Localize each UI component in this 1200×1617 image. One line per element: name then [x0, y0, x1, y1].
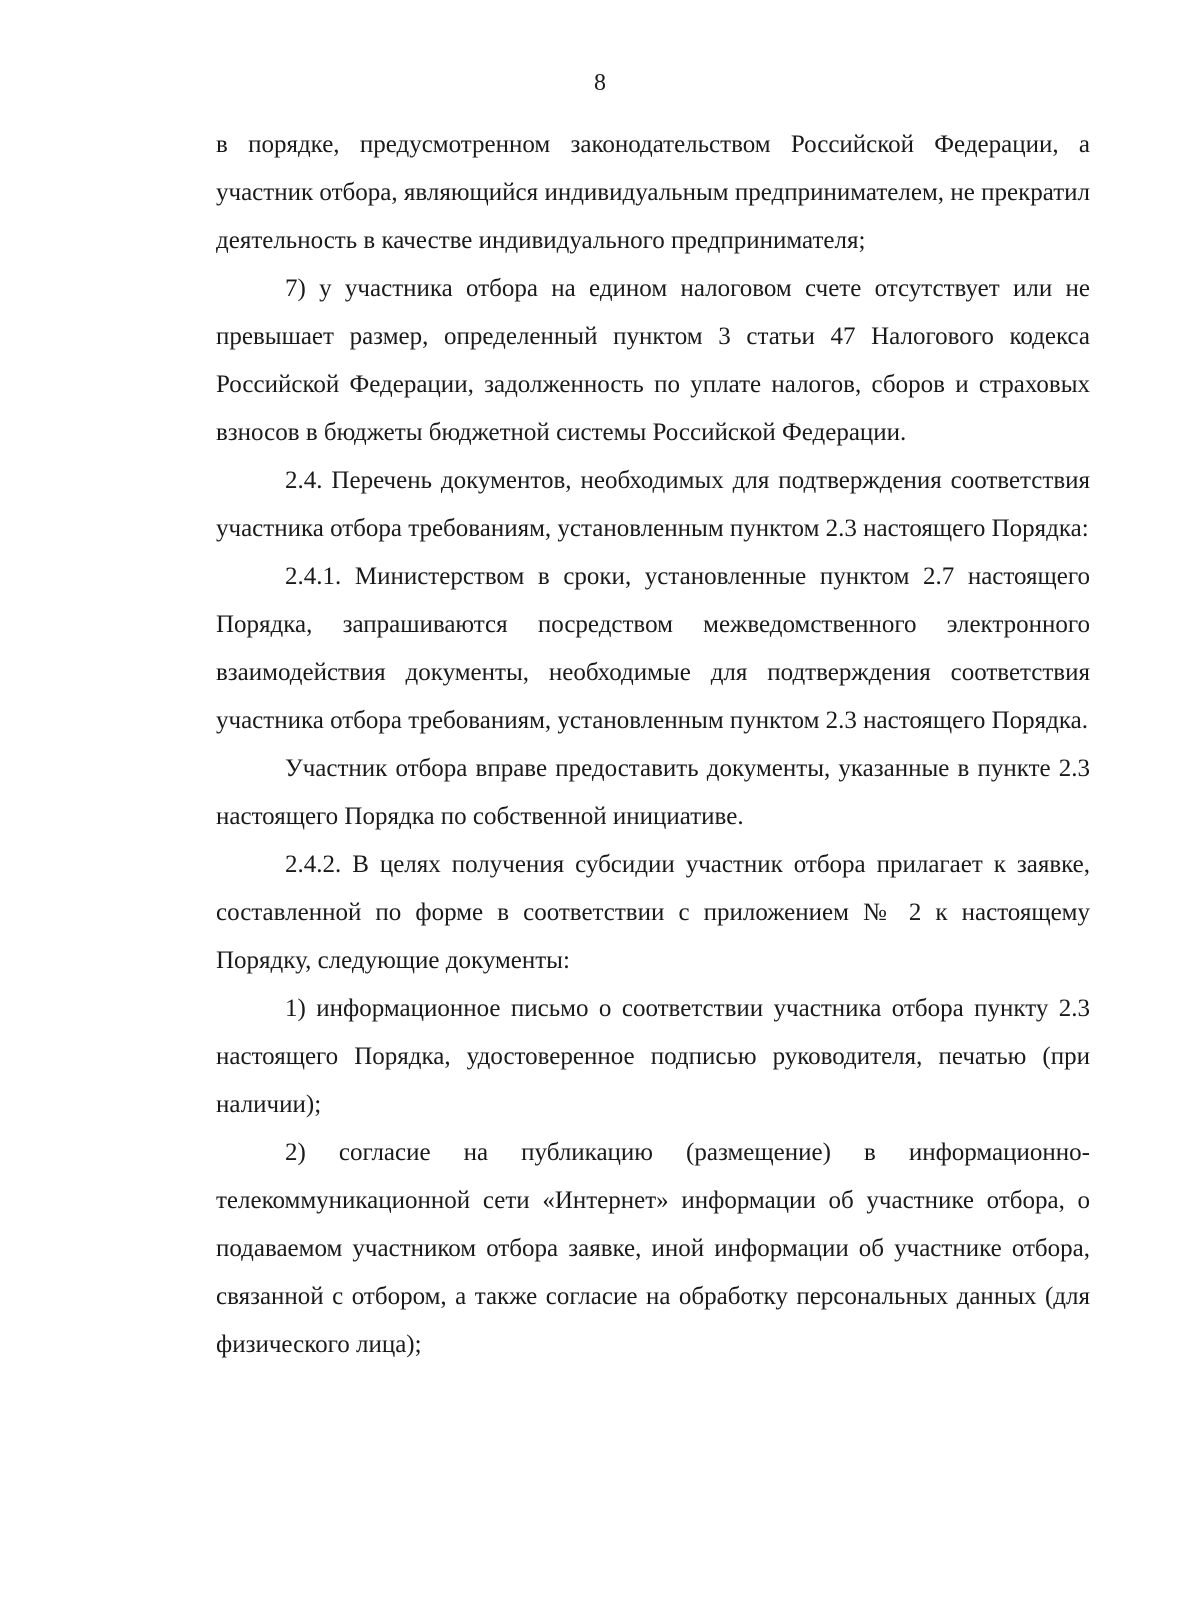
paragraph-item-2: 2) согласие на публикацию (размещение) в информационно-телекоммуникационной сети «Интернет» информации об участнике отбора, о подаваемом участником отбора заявке, иной информации об участнике отбора, связанной с отбором, а также согласие на обработку персональных данных (для физического лица);: [216, 1139, 1090, 1358]
paragraph-participant-right: Участник отбора вправе предоставить документы, указанные в пункте 2.3 настоящего Порядка по собственной инициативе.: [216, 755, 1090, 830]
paragraph-2-4-2: 2.4.2. В целях получения субсидии участник отбора прилагает к заявке, составленной по форме в соответствии с приложением № 2 к настоящему Порядку, следующие документы:: [216, 851, 1090, 974]
paragraph-2-4: 2.4. Перечень документов, необходимых для подтверждения соответствия участника отбора требованиям, установленным пунктом 2.3 настоящего Порядка:: [216, 467, 1090, 542]
paragraph-continuation: в порядке, предусмотренном законодательством Российской Федерации, а участник отбора, являющийся индивидуальным предпринимателем, не прекратил деятельность в качестве индивидуального предпринимателя;: [216, 131, 1090, 254]
paragraph-item-1: 1) информационное письмо о соответствии участника отбора пункту 2.3 настоящего Порядка, удостоверенное подписью руководителя, печатью (при наличии);: [216, 995, 1090, 1118]
document-body: [216, 121, 1090, 1369]
paragraph-item-7: 7) у участника отбора на едином налоговом счете отсутствует или не превышает размер, определенный пунктом 3 статьи 47 Налогового кодекса Российской Федерации, задолженность по уплате налогов, сборов и страховых взносов в бюджеты бюджетной системы Российской Федерации.: [216, 275, 1090, 446]
paragraph-2-4-1: 2.4.1. Министерством в сроки, установленные пунктом 2.7 настоящего Порядка, запрашиваются посредством межведомственного электронного взаимодействия документы, необходимые для подтверждения соответствия участника отбора требованиям, установленным пунктом 2.3 настоящего Порядка.: [216, 563, 1090, 734]
page-number: 8: [594, 70, 606, 96]
